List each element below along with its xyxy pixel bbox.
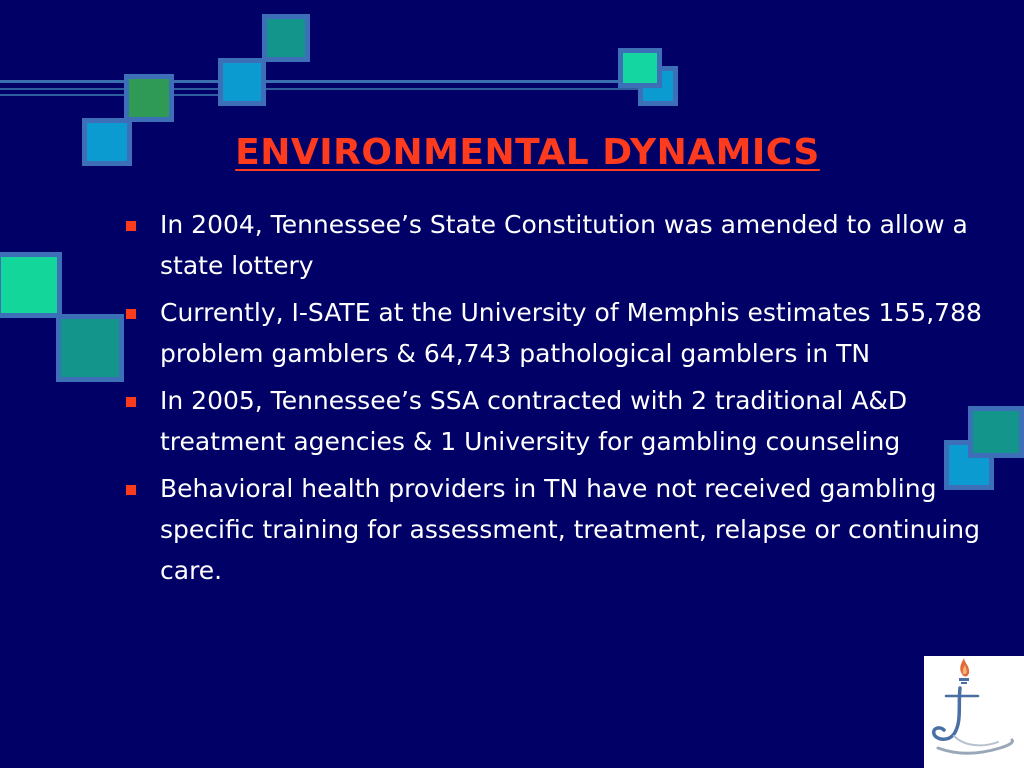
decorative-square [218, 58, 266, 106]
decorative-square [968, 406, 1024, 458]
bullet-list [122, 204, 982, 597]
bullet-text: Behavioral health providers in TN have not received gambling specific training for assessment, treatment, relapse or continuing care. [160, 474, 981, 585]
square-bullet-icon [126, 397, 136, 407]
bullet-text: In 2004, Tennessee’s State Constitution was amended to allow a state lottery [160, 210, 968, 280]
slide-title: ENVIRONMENTAL DYNAMICS [235, 132, 820, 173]
decorative-square [618, 48, 662, 88]
decorative-square [56, 314, 124, 382]
decorative-square [0, 252, 62, 318]
bullet-item [122, 292, 982, 374]
bullet-text: Currently, I-SATE at the University of Memphis estimates 155,788 problem gamblers & 64,743 pathological gamblers in TN [160, 298, 982, 368]
logo [924, 656, 1024, 768]
flame-letter-logo-icon [924, 656, 1024, 768]
square-bullet-icon [126, 221, 136, 231]
square-bullet-icon [126, 309, 136, 319]
square-bullet-icon [126, 485, 136, 495]
bullet-item [122, 204, 982, 286]
bullet-item [122, 380, 982, 462]
bullet-item [122, 468, 982, 591]
decorative-square [124, 74, 174, 122]
decorative-line [0, 80, 660, 83]
bullet-text: In 2005, Tennessee’s SSA contracted with 2 traditional A&D treatment agencies & 1 University for gambling counseling [160, 386, 908, 456]
decorative-line [0, 94, 230, 96]
decorative-square [262, 14, 310, 62]
decorative-square [82, 118, 132, 166]
decorative-line [0, 88, 660, 90]
